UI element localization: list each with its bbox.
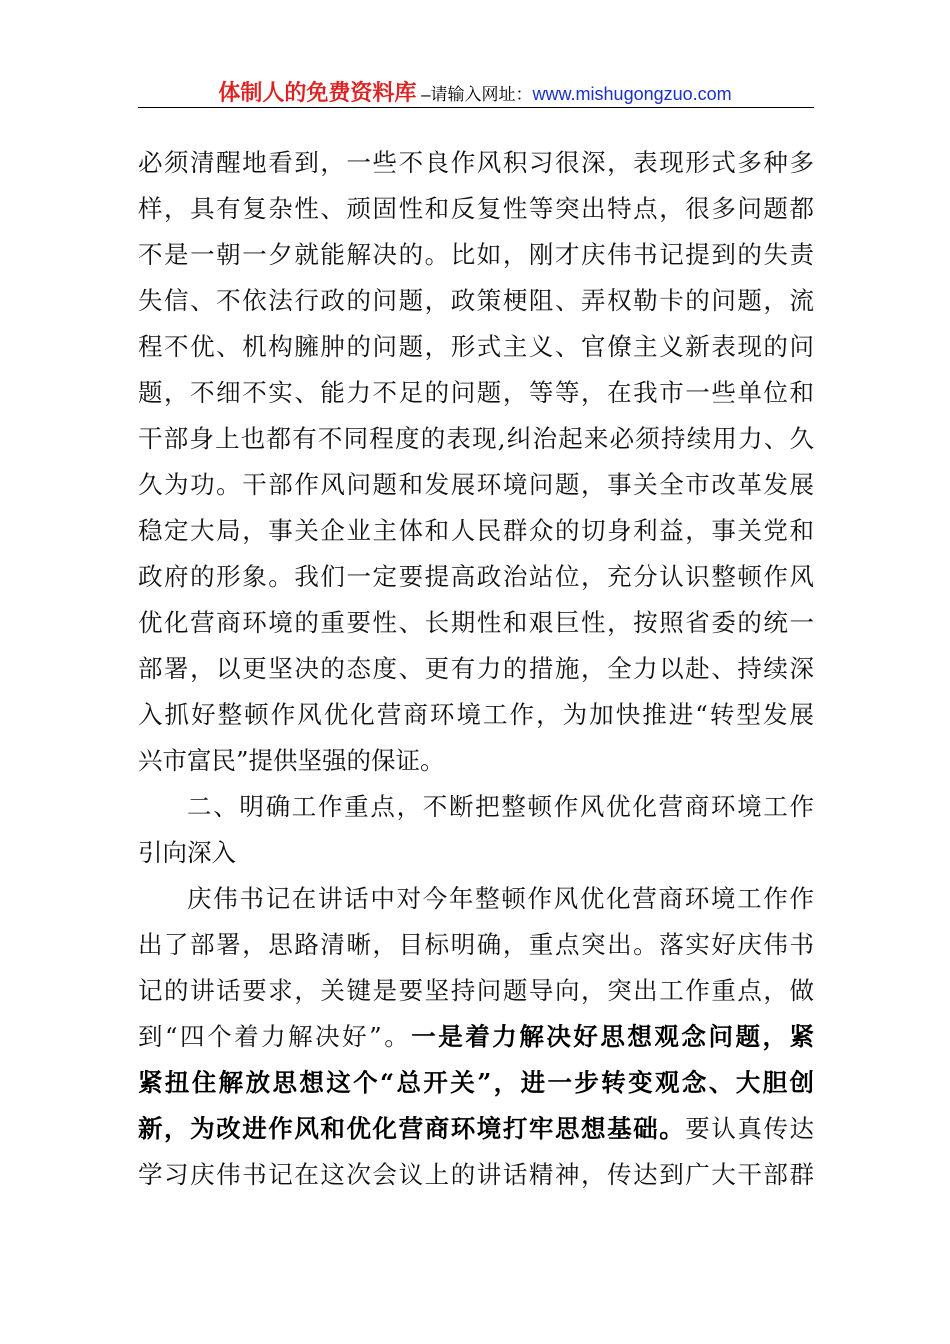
bold-text: 一是着力解决好思想观念问题，紧 xyxy=(411,1022,814,1051)
section-heading-continued: 引向深入 xyxy=(138,838,236,867)
text-line: 部署，以更坚决的态度、更有力的措施，全力以赴、持续深 xyxy=(138,654,814,683)
header-url-link[interactable]: www.mishugongzuo.com xyxy=(532,84,732,104)
normal-text: 到“四个着力解决好”。 xyxy=(138,1022,412,1051)
text-line: 程不优、机构臃肿的问题，形式主义、官僚主义新表现的问 xyxy=(138,332,814,361)
text-line: 干部身上也都有不同程度的表现,纠治起来必须持续用力、久 xyxy=(138,424,814,453)
text-line: 必须清醒地看到，一些不良作风积习很深，表现形式多种多 xyxy=(138,148,814,177)
text-line: 记的讲话要求，关键是要坚持问题导向，突出工作重点，做 xyxy=(138,976,814,1005)
text-line: 庆伟书记在讲话中对今年整顿作风优化营商环境工作作 xyxy=(187,884,814,913)
text-line: 稳定大局，事关企业主体和人民群众的切身利益，事关党和 xyxy=(138,516,814,545)
text-line: 出了部署，思路清晰，目标明确，重点突出。落实好庆伟书 xyxy=(138,930,814,959)
header-site-name: 体制人的免费资料库 xyxy=(218,80,417,105)
mixed-text-line xyxy=(138,1106,814,1152)
normal-text: 要认真传达 xyxy=(685,1114,815,1143)
text-line: 样，具有复杂性、顽固性和反复性等突出特点，很多问题都 xyxy=(138,194,814,223)
bold-text: 新，为改进作风和优化营商环境打牢思想基础。 xyxy=(138,1114,686,1143)
text-line: 优化营商环境的重要性、长期性和艰巨性，按照省委的统一 xyxy=(138,608,814,637)
text-line: 政府的形象。我们一定要提高政治站位，充分认识整顿作风 xyxy=(138,562,814,591)
mixed-text-line xyxy=(138,1014,814,1060)
text-line: 入抓好整顿作风优化营商环境工作，为加快推进“转型发展 xyxy=(138,700,814,729)
header-prompt: –请输入网址： xyxy=(416,85,533,104)
text-line: 兴市富民”提供坚强的保证。 xyxy=(138,746,445,775)
text-line: 学习庆伟书记在这次会议上的讲话精神，传达到广大干部群 xyxy=(138,1160,814,1189)
section-heading: 二、明确工作重点，不断把整顿作风优化营商环境工作 xyxy=(187,792,814,821)
text-line: 不是一朝一夕就能解决的。比如，刚才庆伟书记提到的失责 xyxy=(138,240,814,269)
text-line: 久为功。干部作风问题和发展环境问题，事关全市改革发展 xyxy=(138,470,814,499)
text-line: 失信、不依法行政的问题，政策梗阻、弄权勒卡的问题，流 xyxy=(138,286,814,315)
header-divider xyxy=(138,107,814,108)
text-line: 题，不细不实、能力不足的问题，等等，在我市一些单位和 xyxy=(138,378,814,407)
bold-text-line: 紧扭住解放思想这个“总开关”，进一步转变观念、大胆创 xyxy=(138,1068,814,1097)
document-body xyxy=(138,140,814,1198)
